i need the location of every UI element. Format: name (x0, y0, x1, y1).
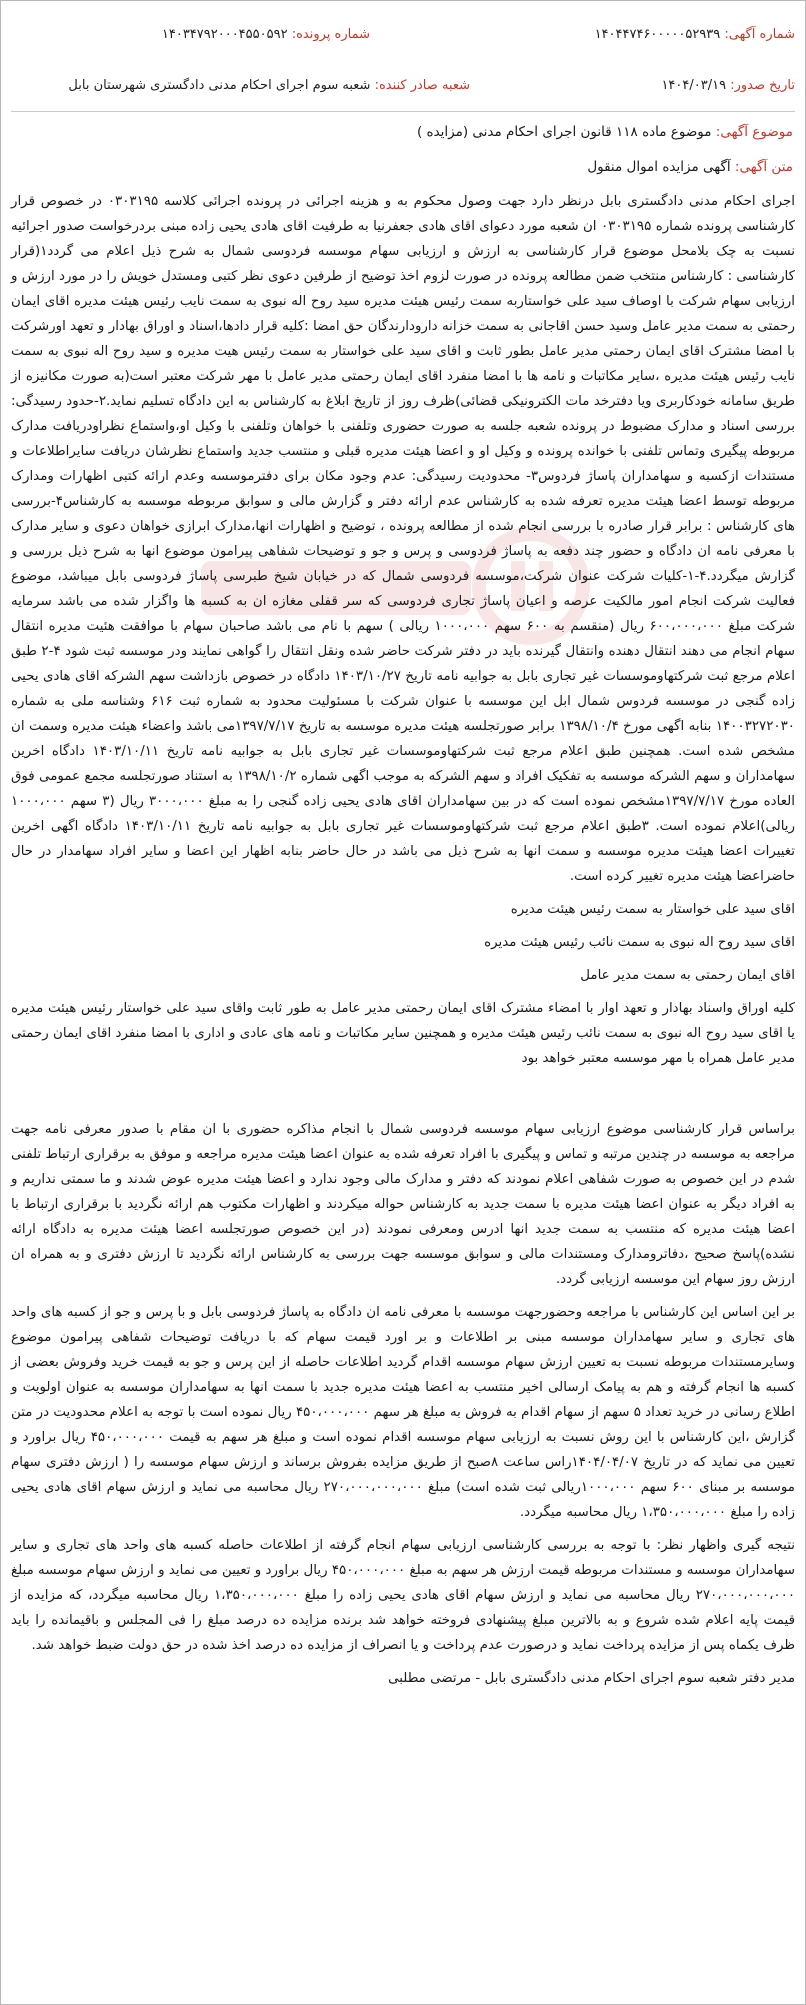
issuer-label: شعبه صادر کننده: (374, 78, 470, 93)
issuer-value: شعبه سوم اجرای احکام مدنی دادگستری شهرستان بابل (68, 78, 371, 93)
body-paragraph-4: بر این اساس این کارشناس با مراجعه وحضورجهت موسسه با معرفی نامه ان دادگاه به پاساژ فردوسی بابل و با پرس و جو از کسبه های واحد های تجاری و سایر سهامداران موسسه مبنی بر اطلاعات و بر اورد قیمت سهام که با دریافت توضیحات شفاهی پیرامون موضوع وسایرمستندات مربوطه نسبت به تعیین ارزش سهام موسسه اقدام گردید اطلاعات حاصله از این پرس و جو به قیمت خرید وفروش بعضی از کسبه ها انجام گرفته و هم به پیامک ارسالی اخیر منتسب به اعضا هیئت مدیره جدید با سمت انها به سهامداران موسسه به عنوان اولویت و اطلاع رسانی در خرید تعداد ۵ سهم از سهام اقدام به فروش به مبلغ هر سهم ۴۵۰،۰۰۰،۰۰۰ ریال نموده است با توجه به اعلام محدودیت در متن گزارش ،این کارشناس با این روش نسبت به ارزیابی سهام موسسه اقدام نموده است و مبلغ هر سهم به قیمت ۴۵۰،۰۰۰،۰۰۰ ریال براورد و تعیین می نماید که در تاریخ ۱۴۰۴/۰۴/۰۷راس ساعت ۸صبح از طریق مزایده بفروش برساند و ارزش سهام موسسه را ( ارزش دفتری سهام موسسه بر مبنای ۶۰۰ سهم ۱۰۰۰،۰۰۰ریالی ثبت شده است) مبلغ ۲۷۰،۰۰۰،۰۰۰،۰۰۰ ریال محاسبه می نماید و ارزش سهام اقای هادی یحیی زاده را مبلغ ۱،۳۵۰،۰۰۰،۰۰۰ ریال محاسبه میگردد. (11, 1305, 796, 1520)
ad-text-label: متن آگهی: (734, 159, 793, 175)
body-paragraph-2: کلیه اوراق واسناد بهادار و تعهد اوار با امضاء مشترک اقای ایمان رحمتی مدیر عامل به طور ثابت واقای سید علی خواستار رئیس هیئت مدیره یا اقای سید روح اله نبوی به سمت نائب رئیس هیئت مدیره و همچنین سایر مکاتبات و نامه های عادی و اداری با امضا منفرد اقای ایمان رحمتی مدیر عامل همراه با مهر موسسه معتبر خواهد بود (11, 1001, 795, 1066)
case-number-value: ۱۴۰۳۴۷۹۲۰۰۰۴۵۵۰۵۹۲ (161, 27, 288, 42)
issue-date (661, 78, 795, 93)
body-paragraph-3: براساس قرار کارشناسی موضوع ارزیابی سهام موسسه فردوسی شمال با انجام مذاکره حضوری با ان مقام با صدور معرفی نامه جهت مراجعه به موسسه در چندین مرتبه و تماس و پیگیری با افراد تعرفه شده به عنوان اعضا هیئت مدیره مراجعه و موفق به برقراری ارتباط تلفنی شدم در این خصوص به صورت شفاهی اعلام نمودند که دفتر و مدارک مالی وجود ندارد و اعضا هیئت مدیره عوض شدند و ما سمتی نداریم و به افراد دیگر به عنوان اعضا هیئت مدیره با سمت جدید به کارشناس حواله میکردند و اظهارات مکتوب هم ارائه نگردید با برقراری ارتباط با اعضا هیئت مدیره که منتسب به سمت جدید انها ادرس ومعرفی نمودند (در این خصوص صورتجلسه اعضا هیئت مدیره به دادگاه ارائه نشده)پاسخ صحیح ،دفاترومدارک ومستندات مالی و سوابق موسسه جهت بررسی به کارشناس ارائه نگردید تا ارزش دفتری و به همراه ان ارزش روز سهام این موسسه ارزیابی گردد. (11, 1122, 795, 1287)
case-number-label: شماره پرونده: (291, 27, 370, 42)
ad-text-value: آگهی مزایده اموال منقول (587, 159, 731, 175)
ad-subject (417, 124, 793, 140)
ad-subject-label: موضوع آگهی: (715, 124, 793, 140)
header-divider (11, 111, 795, 112)
issue-date-value: ۱۴۰۴/۰۳/۱۹ (661, 78, 727, 93)
ad-number (595, 27, 795, 42)
issuer (68, 78, 470, 93)
signature: مدیر دفتر شعبه سوم اجرای احکام مدنی دادگستری بابل - مرتضی مطلبی (388, 1671, 795, 1686)
body-paragraph-5: نتیجه گیری واظهار نظر: با توجه به بررسی کارشناسی ارزیابی سهام انجام گرفته از اطلاعات حاصله کسبه های واحد های تجاری و سایر سهامداران موسسه و مستندات مربوطه قیمت ارزش هر سهم به مبلغ ۴۵۰،۰۰۰،۰۰۰ ریال براورد و تعیین می نماید و ارزش سهام موسسه مبلغ ۲۷۰،۰۰۰،۰۰۰،۰۰۰ ریال محاسبه می نماید و ارزش سهام اقای هادی یحیی زاده را مبلغ ۱،۳۵۰،۰۰۰،۰۰۰ ریال محاسبه میگردد، که مزایده از قیمت پایه اعلام شده شروع و به بالاترین مبلغ پیشنهادی فروخته خواهد شد برنده مزایده ده درصد مبلغ را فی المجلس و باقیمانده را باید ظرف یکماه پس از مزایده پرداخت نماید و درصورت عدم پرداخت و یا انصراف از مزایده ده درصد اخذ شده در حق دولت ضبط خواهد شد. (11, 1538, 796, 1653)
board-member-3: اقای ایمان رحمتی به سمت مدیر عامل (580, 968, 795, 983)
board-member-1: اقای سید علی خواستار به سمت رئیس هیئت مدیره (510, 902, 795, 917)
ad-number-label: شماره آگهی: (724, 27, 795, 42)
notice-body (11, 189, 795, 1691)
case-number (162, 27, 370, 42)
issue-date-label: تاریخ صدور: (730, 78, 795, 93)
board-member-2: اقای سید روح اله نبوی به سمت نائب رئیس هیئت مدیره (484, 935, 795, 950)
body-paragraph-1: اجرای احکام مدنی دادگستری بابل درنظر دارد جهت وصول محکوم به و هزینه اجرائی در پرونده اجرائی کلاسه ۰۳۰۳۱۹۵ در خصوص قرار کارشناسی پرونده شماره ۰۳۰۳۱۹۵ ان شعبه مورد دعوای اقای هادی جعفرنیا به طرفیت اقای هادی یحیی زاده مبنی بردرخواست صدور اجرائیه نسبت به چک بلامحل موضوع قرار کارشناسی به ارزش و ارزیابی سهام موسسه فردوسی شمال به شرح ذیل اعلام می گردد۱(قرار کارشناسی : کارشناس منتخب ضمن مطالعه پرونده در صورت لزوم اخذ توضیح از طرفین دعوی نظر کتبی ومستدل خویش را در مورد ارزش و ارزیابی سهام شرکت با اوصاف سید علی خواستاربه سمت رئیس هیئت مدیره سید روح اله نبوی به سمت نایب رئیس هیئت مدیره اقای ایمان رحمتی به سمت مدیر عامل وسید حسن اقاجانی به سمت خزانه دارودارندگان حق امضا :کلیه قرار دادها،اسناد و اوراق بهادار و تعهد اورشرکت با امضا مشترک اقای ایمان رحمتی مدیر عامل بطور ثابت و اقای سید علی خواستار به سمت رئیس هیت مدیره و سید روح اله نبوی به سمت نایب رئیس هیئت مدیره ،سایر مکاتبات و نامه ها با امضا منفرد اقای ایمان رحمتی مدیر عامل با مهر شرکت معتبر است(به صورت مکانیزه از طریق سامانه خودکاربری ویا دفترخد مات الکترونیکی قضائی)ظرف روز از تاریخ ابلاغ به کارشناس به این دادگاه تسلیم نماید.۲-حدود رسیدگی: بررسی اسناد و مدارک مضبوط در پرونده شعبه جلسه به صورت حضوری وتلفنی با خواهان وتلفنی با وکیل او،واستماع نظراودریافت مدارک مربوطه پیگیری وتماس تلفنی با خوانده پرونده و وکیل او و اعضا هیئت مدیره قبلی و منتسب جدید واستماع نظرشان دریافت سایراطلاعات و مستندات ازکسبه و سهامداران پاساژ فردوس۳- محدودیت رسیدگی: عدم وجود مکان برای دفترموسسه وعدم ارائه کتبی اظهارات ومدارک مربوطه توسط اعضا هیئت مدیره تعرفه شده به کارشناس عدم ارائه دفتر و گزارش مالی و سوابق مربوطه موسسه به کارشناس۴-بررسی های کارشناس : برابر قرار صادره با بررسی انجام شده از مطالعه پرونده ، توضیح و اظهارات انها،مدارک ابرازی خواهان دعوی و سایر مدارک با معرفی نامه ان دادگاه و حضور چند دفعه به پاساژ فردوسی و پرس و جو و توضیحات شفاهی پیرامون موضوع انها به شرح ذیل بررسی و گزارش میگردد.۴-۱-کلیات شرکت عنوان شرکت،موسسه فردوسی شمال که در خیابان شیخ طبرسی پاساژ فردوسی بابل میباشد، موضوع فعالیت شرکت انجام امور مالکیت عرصه و اعیان پاساژ تجاری فردوسی که سر قفلی مغازه ان به کسبه ها واگزار شده می باشد سرمایه شرکت مبلغ ۶۰۰،۰۰۰،۰۰۰ ریال (منقسم به ۶۰۰ سهم ۱۰۰۰،۰۰۰ ریالی ) سهم با نام می باشد صاحبان سهام با موافقت هئیت مدیره انتقال سهام انجام می دهند انتقال دهنده وانتقال گیرنده باید در دفتر شرکت حاضر شده ونقل انتقال را گواهی نمایند ودر موسسه ثبت شود ۴-۲ طبق اعلام مرجع ثبت شرکتهاوموسسات غیر تجاری بابل به جوابیه نامه تاریخ ۱۴۰۳/۱۰/۲۷ دادگاه در خصوص بازداشت سهم الشرکه اقای هادی یحیی زاده گنجی در موسسه فردوس شمال ابل این موسسه با عنوان شرکت با مسئولیت محدود به شماره ثبت ۶۱۶ وشناسه ملی به شماره ۱۴۰۰۳۲۷۲۰۳۰ بنابه اگهی مورخ ۱۳۹۸/۱۰/۴ برابر صورتجلسه هیئت مدیره موسسه به تاریخ ۱۳۹۷/۷/۱۷می باشد واعضاء هیئت مدیره وسمت ان مشخص شده است. همچنین طبق اعلام مرجع ثبت شرکتهاوموسسات غیر تجاری بابل به جوابیه نامه تاریخ ۱۴۰۳/۱۰/۱۱ دادگاه اخرین سهامداران و سهم الشرکه موسسه به تفکیک افراد و سهم الشرکه به موجب اگهی شماره ۱۳۹۸/۱۰/۲ به استناد صورتجلسه مجمع عمومی فوق العاده مورخ ۱۳۹۷/۷/۱۷مشخص نموده است که در بین سهامداران اقای هادی یحیی زاده گنجی را به مبلغ ۳۰۰۰،۰۰۰ ریال (۳ سهم ۱۰۰۰،۰۰۰ ریالی)اعلام نموده است. ۳طبق اعلام مرجع ثبت شرکتهاوموسسات غیر تجاری بابل به جوابیه نامه تاریخ ۱۴۰۳/۱۰/۱۱ دادگاه اگهی اخرین تغییرات اعضا هیئت مدیره موسسه و سمت انها به شرح ذیل می باشد در حال حاضر بنابه اظهار این اعضا و سایر افراد سهامدار در حال حاضراعضا هیئت مدیره تغییر کرده است. (11, 194, 796, 884)
ad-text-title (587, 159, 793, 175)
ad-number-value: ۱۴۰۴۴۷۴۶۰۰۰۰۰۵۲۹۳۹ (594, 27, 721, 42)
ad-subject-value: موضوع ماده ۱۱۸ قانون اجرای احکام مدنی (مزایده ) (416, 124, 712, 140)
